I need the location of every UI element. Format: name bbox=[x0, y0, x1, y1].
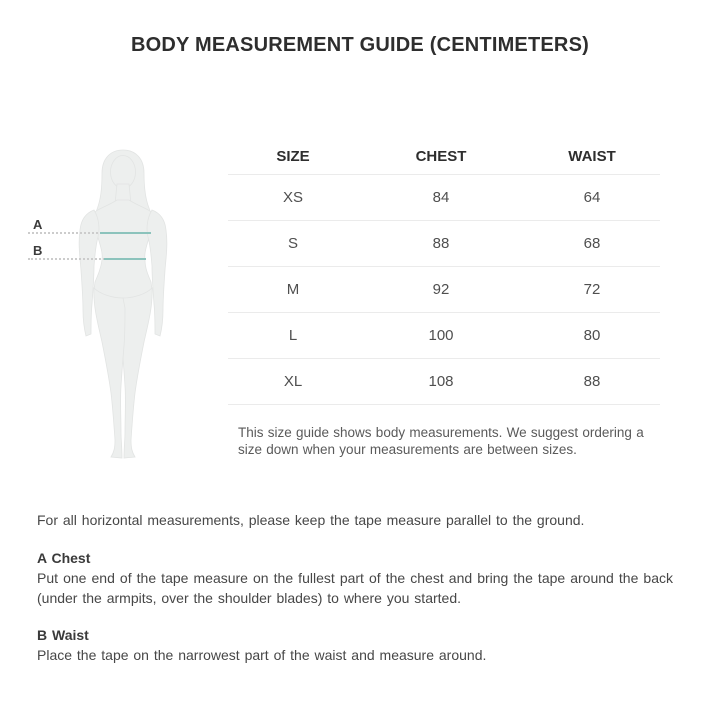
cell-size: XL bbox=[283, 373, 303, 390]
page-title: BODY MEASUREMENT GUIDE (CENTIMETERS) bbox=[131, 34, 589, 56]
silhouette-left-leg bbox=[94, 288, 125, 458]
column-header-waist: WAIST bbox=[568, 147, 616, 165]
table-row-xl bbox=[228, 359, 660, 405]
marker-b-label: B bbox=[33, 243, 43, 258]
table-row-xs bbox=[228, 175, 660, 221]
cell-waist: 80 bbox=[583, 327, 601, 344]
cell-chest: 100 bbox=[428, 327, 454, 344]
waist-instruction-body: Place the tape on the narrowest part of the waist and measure around. bbox=[37, 647, 487, 663]
silhouette-left-arm bbox=[79, 210, 99, 336]
cell-chest: 84 bbox=[432, 189, 450, 206]
body-measurement-figure bbox=[25, 140, 225, 470]
table-row-s bbox=[228, 221, 660, 267]
measuring-instructions bbox=[37, 510, 673, 665]
cell-size: M bbox=[286, 281, 300, 298]
column-header-chest: CHEST bbox=[415, 147, 467, 165]
table-row-m bbox=[228, 267, 660, 313]
silhouette-head bbox=[111, 156, 136, 189]
cell-waist: 72 bbox=[583, 281, 601, 298]
column-header-size: SIZE bbox=[276, 147, 310, 165]
cell-waist: 64 bbox=[583, 189, 601, 206]
waist-instruction-heading: B Waist bbox=[37, 627, 89, 643]
cell-chest: 92 bbox=[432, 281, 450, 298]
cell-size: XS bbox=[282, 189, 303, 206]
cell-size: L bbox=[288, 327, 298, 344]
cell-waist: 68 bbox=[583, 235, 601, 252]
cell-chest: 108 bbox=[428, 373, 454, 390]
marker-a-label: A bbox=[33, 217, 43, 232]
chest-guide-dotted-line bbox=[28, 232, 102, 234]
chest-measure-line bbox=[100, 232, 151, 234]
cell-waist: 88 bbox=[583, 373, 601, 390]
silhouette-right-arm bbox=[147, 210, 167, 336]
size-table-header-row bbox=[228, 138, 660, 175]
chest-instruction-body: Put one end of the tape measure on the fullest part of the chest and bring the tape around the back (under the armpits, over the shoulder blades) to where you started. bbox=[37, 570, 673, 606]
chest-instruction-heading: A Chest bbox=[37, 550, 91, 566]
cell-size: S bbox=[287, 235, 298, 252]
waist-guide-dotted-line bbox=[28, 258, 108, 260]
table-row-l bbox=[228, 313, 660, 359]
general-instruction: For all horizontal measurements, please keep the tape measure parallel to the ground. bbox=[37, 512, 585, 528]
cell-chest: 88 bbox=[432, 235, 450, 252]
female-silhouette-illustration bbox=[68, 148, 178, 460]
size-guide-note: This size guide shows body measurements. We suggest ordering a size down when your measurements are between sizes. bbox=[238, 425, 644, 457]
size-table bbox=[228, 138, 660, 405]
waist-measure-line bbox=[104, 258, 146, 260]
silhouette-right-leg bbox=[121, 288, 152, 458]
